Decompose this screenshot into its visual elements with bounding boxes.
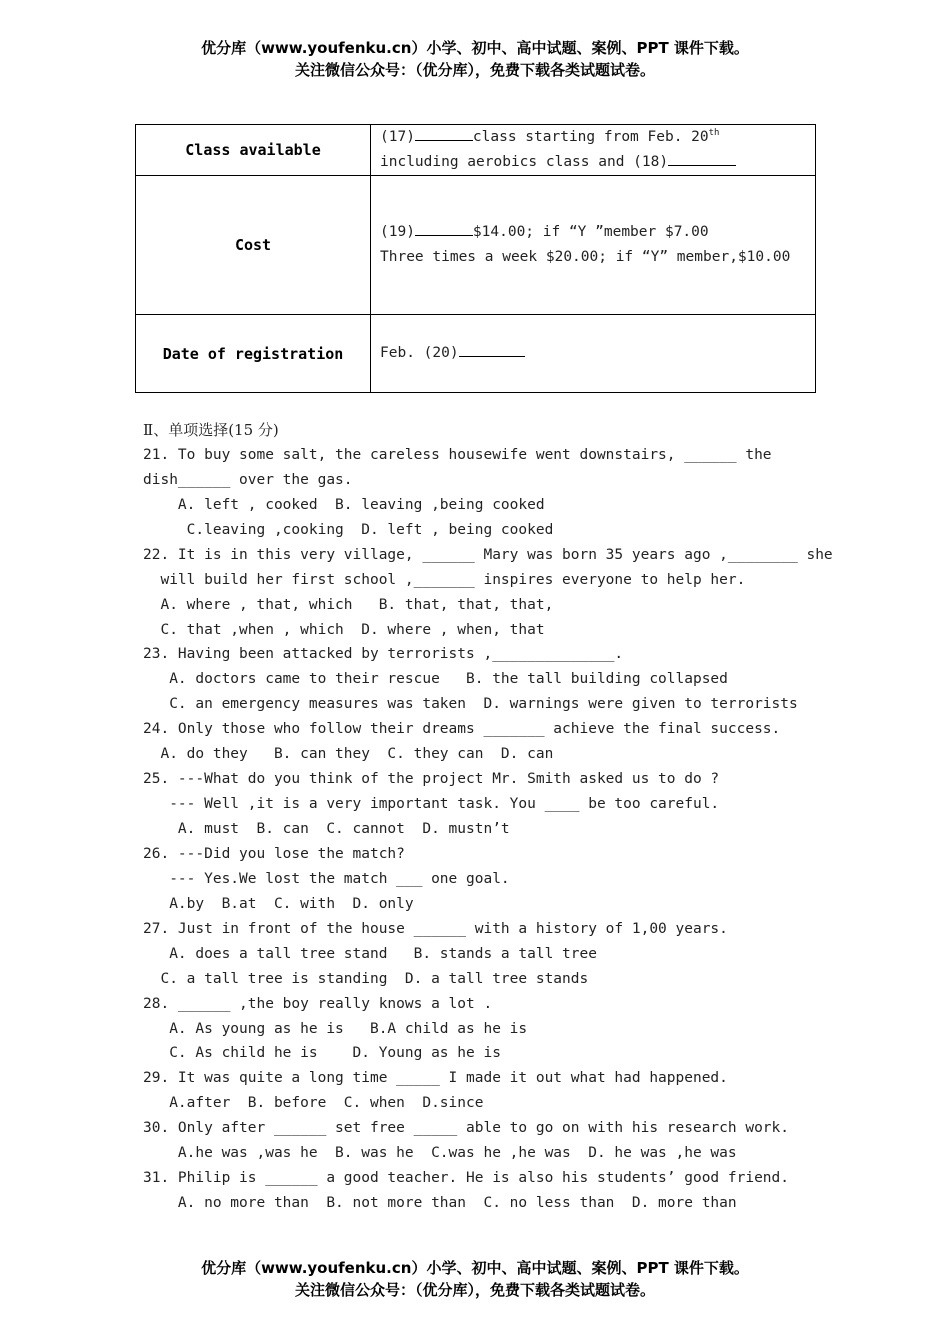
question-line: will build her first school ,_______ inspires everyone to help her. xyxy=(143,571,746,588)
answer-blank xyxy=(415,126,473,141)
question-line: A. must B. can C. cannot D. mustn’t xyxy=(143,821,510,837)
row-value xyxy=(371,315,816,393)
question-section xyxy=(143,418,833,1216)
value-text: Feb. (20) xyxy=(380,345,459,361)
question-line: dish______ over the gas. xyxy=(143,471,353,488)
footer-line-2: 关注微信公众号：（优分库），免费下载各类试题试卷。 xyxy=(294,1281,655,1299)
question-line: A.by B.at C. with D. only xyxy=(143,895,414,912)
question-line: A. do they B. can they C. they can D. can xyxy=(143,746,554,763)
section-title: Ⅱ、单项选择(15 分) xyxy=(143,421,279,439)
question-line: 26. ---Did you lose the match? xyxy=(143,845,405,862)
question-line: 30. Only after ______ set free _____ able to go on with his research work. xyxy=(143,1120,790,1137)
question-line: 31. Philip is ______ a good teacher. He is also his students’ good friend. xyxy=(143,1170,790,1187)
question-line: A. As young as he is B.A child as he is xyxy=(143,1020,528,1037)
value-text: class starting from Feb. 20 xyxy=(472,129,709,145)
page-header xyxy=(0,37,950,81)
question-line: A.he was ,was he B. was he C.was he ,he was D. he was ,he was xyxy=(143,1145,737,1162)
question-line: A.after B. before C. when D.since xyxy=(143,1095,484,1112)
question-line: A. does a tall tree stand B. stands a tall tree xyxy=(143,945,597,962)
footer-line-1: 优分库（www.youfenku.cn）小学、初中、高中试题、案例、PPT 课件下载。 xyxy=(201,1259,749,1277)
question-line: A. left , cooked B. leaving ,being cooked xyxy=(143,496,545,513)
question-line: 23. Having been attacked by terrorists ,______________. xyxy=(143,646,624,663)
row-label: Cost xyxy=(136,176,371,315)
superscript: th xyxy=(708,128,720,139)
blank-number: (17) xyxy=(380,129,415,145)
question-line: --- Well ,it is a very important task. You ____ be too careful. xyxy=(143,796,720,813)
row-label: Date of registration xyxy=(136,315,371,393)
question-line: C. that ,when , which D. where , when, that xyxy=(143,621,545,638)
blank-number: (19) xyxy=(380,224,415,240)
question-line: 29. It was quite a long time _____ I made it out what had happened. xyxy=(143,1070,728,1087)
value-text: including aerobics class and (18) xyxy=(380,154,669,170)
question-line: C. an emergency measures was taken D. warnings were given to terrorists xyxy=(143,696,798,713)
question-line: 22. It is in this very village, ______ Mary was born 35 years ago ,________ she xyxy=(143,546,833,563)
table-row xyxy=(136,315,816,393)
page-footer xyxy=(0,1257,950,1301)
question-line: 27. Just in front of the house ______ with a history of 1,00 years. xyxy=(143,920,728,937)
question-line: C. a tall tree is standing D. a tall tree stands xyxy=(143,970,589,987)
question-line: A. where , that, which B. that, that, that, xyxy=(143,596,554,613)
row-label: Class available xyxy=(136,125,371,176)
question-line: 24. Only those who follow their dreams _______ achieve the final success. xyxy=(143,721,781,738)
header-line-2: 关注微信公众号：（优分库），免费下载各类试题试卷。 xyxy=(294,61,655,79)
info-table xyxy=(135,124,816,393)
question-line: C.leaving ,cooking D. left , being cooked xyxy=(143,521,554,538)
question-list xyxy=(143,443,833,1216)
question-line: 21. To buy some salt, the careless housewife went downstairs, ______ the xyxy=(143,446,772,463)
answer-blank xyxy=(668,151,736,166)
row-value xyxy=(371,176,816,315)
question-line: A. no more than B. not more than C. no less than D. more than xyxy=(143,1195,737,1212)
row-value xyxy=(371,125,816,176)
question-line: 25. ---What do you think of the project Mr. Smith asked us to do ? xyxy=(143,771,720,788)
question-line: --- Yes.We lost the match ___ one goal. xyxy=(143,870,510,887)
value-text: $14.00; if “Y ”member $7.00 xyxy=(472,224,709,240)
question-line: A. doctors came to their rescue B. the tall building collapsed xyxy=(143,671,728,688)
question-line: 28. ______ ,the boy really knows a lot . xyxy=(143,995,493,1012)
header-line-1: 优分库（www.youfenku.cn）小学、初中、高中试题、案例、PPT 课件下载。 xyxy=(201,39,749,57)
answer-blank xyxy=(459,342,525,357)
value-text: Three times a week $20.00; if “Y” member,$10.00 xyxy=(380,249,791,265)
table-row xyxy=(136,176,816,315)
question-line: C. As child he is D. Young as he is xyxy=(143,1045,501,1062)
answer-blank xyxy=(415,221,473,236)
table-row xyxy=(136,125,816,176)
